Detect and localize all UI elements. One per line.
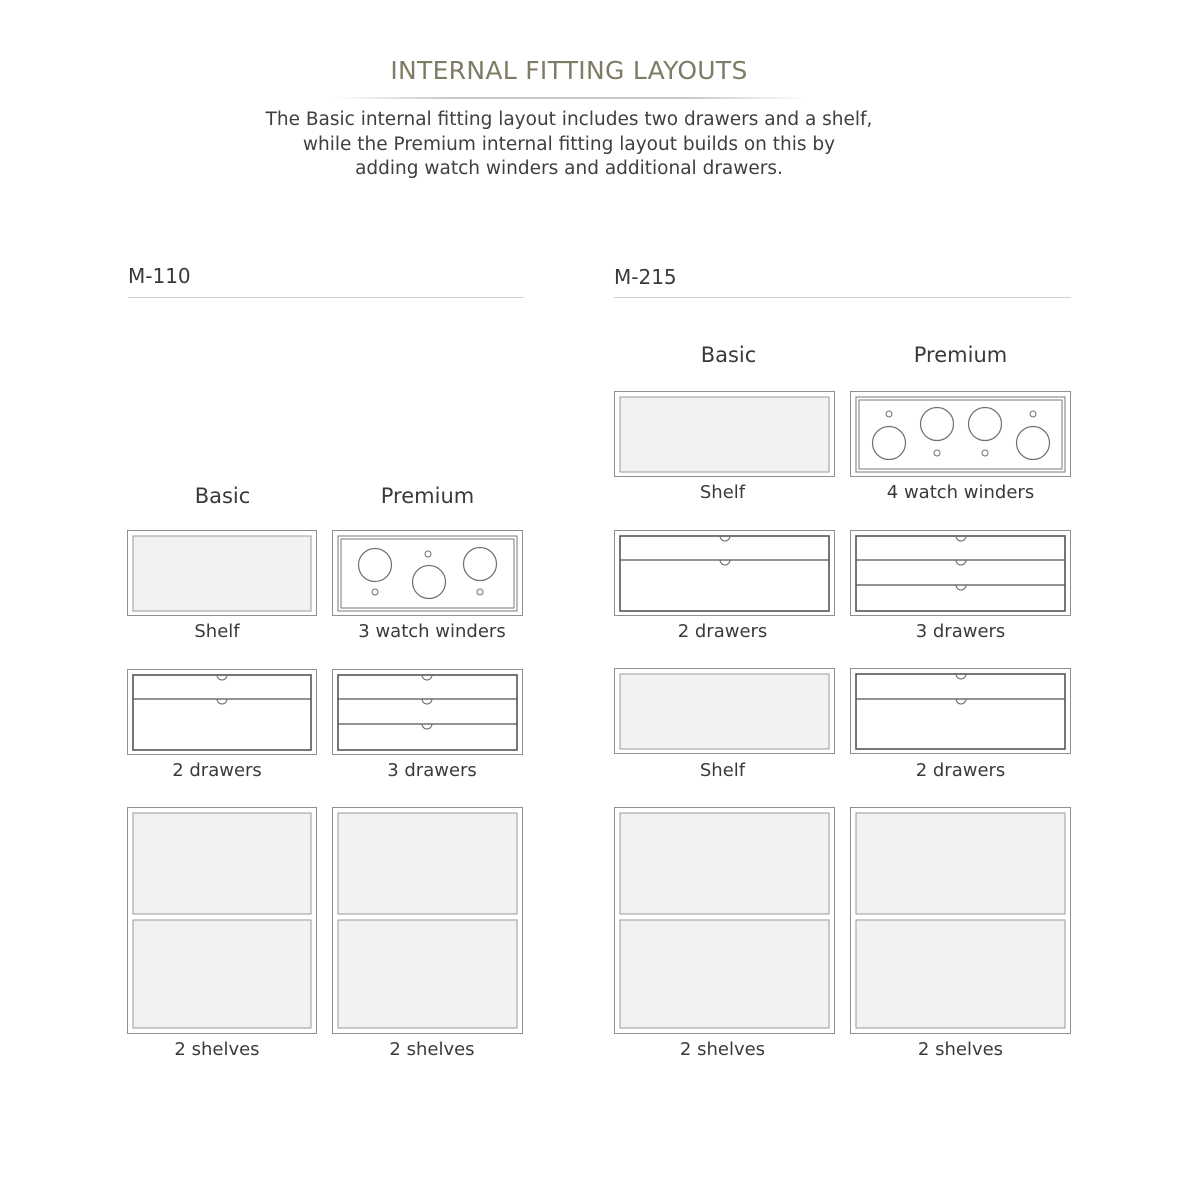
m110-premium-winders-tile <box>332 530 523 616</box>
m215-column-basic: Basic <box>700 343 757 367</box>
model-divider-m110 <box>128 297 524 298</box>
m215-basic-row2-caption: 2 drawers <box>677 621 768 642</box>
three-drawers-illustration <box>333 670 522 754</box>
m215-premium-shelves-tile <box>850 807 1071 1034</box>
watch-winders-illustration <box>851 392 1070 476</box>
m110-premium-row3-caption: 2 shelves <box>389 1039 475 1060</box>
watch-winders-illustration <box>333 531 522 615</box>
model-label-m215: M-215 <box>614 265 677 289</box>
intro-description <box>0 108 1138 182</box>
m110-basic-row3-caption: 2 shelves <box>174 1039 260 1060</box>
two-shelves-illustration <box>128 808 316 1033</box>
model-label-m110: M-110 <box>128 264 191 288</box>
three-drawers-illustration <box>851 531 1070 615</box>
m215-premium-row2-caption: 3 drawers <box>915 621 1006 642</box>
model-divider-m215 <box>614 297 1071 298</box>
shelf-illustration <box>615 392 834 476</box>
m110-basic-drawers-tile <box>127 669 317 755</box>
winder-circle <box>969 408 1002 441</box>
winder-circle <box>921 408 954 441</box>
m215-basic-row1-caption: Shelf <box>699 482 746 503</box>
m215-premium-winders-tile <box>850 391 1071 477</box>
two-shelves-illustration <box>333 808 522 1033</box>
shelf-illustration <box>615 669 834 753</box>
shelf-illustration <box>128 531 316 615</box>
m215-premium-row1-caption: 4 watch winders <box>886 482 1035 503</box>
m110-column-basic: Basic <box>194 484 251 508</box>
intro-line-3: adding watch winders and additional drawers. <box>355 158 783 179</box>
m110-premium-drawers-tile <box>332 669 523 755</box>
m110-basic-shelves-tile <box>127 807 317 1034</box>
m215-premium-drawers-tile-2 <box>850 668 1071 754</box>
m215-premium-row3-caption: 2 drawers <box>915 760 1006 781</box>
m110-premium-row1-caption: 3 watch winders <box>358 621 506 642</box>
m215-premium-drawers-tile <box>850 530 1071 616</box>
two-drawers-illustration <box>851 669 1070 753</box>
intro-line-1: The Basic internal fitting layout includes two drawers and a shelf, <box>265 109 873 130</box>
two-shelves-illustration <box>615 808 834 1033</box>
page-title: INTERNAL FITTING LAYOUTS <box>390 56 748 85</box>
m110-premium-shelves-tile <box>332 807 523 1034</box>
m215-column-premium: Premium <box>913 343 1008 367</box>
m215-basic-drawers-tile <box>614 530 835 616</box>
intro-line-2: while the Premium internal fitting layout builds on this by <box>302 133 836 155</box>
winder-circle <box>873 427 906 460</box>
m110-basic-row1-caption: Shelf <box>194 621 240 642</box>
m215-basic-row3-caption: Shelf <box>699 760 746 781</box>
m215-basic-shelf-tile <box>614 391 835 477</box>
m110-column-premium: Premium <box>380 484 475 508</box>
m110-basic-shelf-tile <box>127 530 317 616</box>
m215-premium-row4-caption: 2 shelves <box>917 1039 1004 1060</box>
winder-circle <box>1017 427 1050 460</box>
m110-premium-row2-caption: 3 drawers <box>387 760 477 781</box>
m215-basic-shelf-tile-2 <box>614 668 835 754</box>
m110-basic-row2-caption: 2 drawers <box>172 760 262 781</box>
two-drawers-illustration <box>128 670 316 754</box>
title-divider <box>331 97 808 99</box>
m215-basic-shelves-tile <box>614 807 835 1034</box>
two-drawers-illustration <box>615 531 834 615</box>
winder-circle <box>413 566 446 599</box>
m215-basic-row4-caption: 2 shelves <box>679 1039 766 1060</box>
winder-circle <box>464 548 497 581</box>
two-shelves-illustration <box>851 808 1070 1033</box>
winder-circle <box>359 549 392 582</box>
